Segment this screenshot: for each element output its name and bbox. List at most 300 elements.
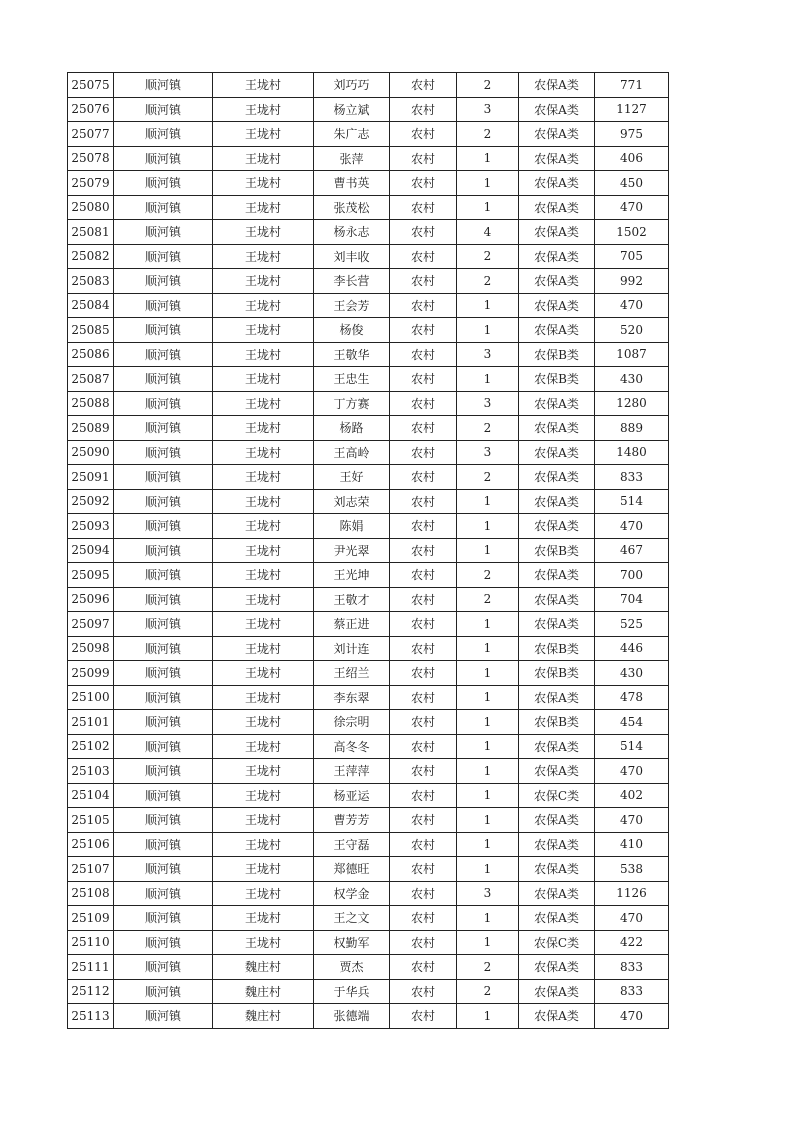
id-cell: 25111 xyxy=(68,955,114,980)
household-size-cell: 1 xyxy=(457,171,519,196)
category-cell: 农保A类 xyxy=(519,293,595,318)
amount-cell: 454 xyxy=(595,710,669,735)
id-cell: 25089 xyxy=(68,416,114,441)
name-cell: 王高岭 xyxy=(314,440,390,465)
household-size-cell: 1 xyxy=(457,661,519,686)
household-size-cell: 2 xyxy=(457,73,519,98)
table-row xyxy=(68,783,669,808)
id-cell: 25078 xyxy=(68,146,114,171)
id-cell: 25081 xyxy=(68,220,114,245)
type-cell: 农村 xyxy=(390,538,457,563)
village-cell: 王垅村 xyxy=(213,122,314,147)
id-cell: 25097 xyxy=(68,612,114,637)
type-cell: 农村 xyxy=(390,489,457,514)
town-cell: 顺河镇 xyxy=(114,293,213,318)
household-size-cell: 2 xyxy=(457,269,519,294)
category-cell: 农保A类 xyxy=(519,465,595,490)
category-cell: 农保A类 xyxy=(519,171,595,196)
village-cell: 王垅村 xyxy=(213,73,314,98)
type-cell: 农村 xyxy=(390,563,457,588)
category-cell: 农保A类 xyxy=(519,195,595,220)
category-cell: 农保A类 xyxy=(519,979,595,1004)
town-cell: 顺河镇 xyxy=(114,734,213,759)
amount-cell: 833 xyxy=(595,979,669,1004)
town-cell: 顺河镇 xyxy=(114,195,213,220)
town-cell: 顺河镇 xyxy=(114,808,213,833)
household-size-cell: 2 xyxy=(457,587,519,612)
village-cell: 王垅村 xyxy=(213,906,314,931)
amount-cell: 525 xyxy=(595,612,669,637)
id-cell: 25096 xyxy=(68,587,114,612)
id-cell: 25083 xyxy=(68,269,114,294)
type-cell: 农村 xyxy=(390,220,457,245)
amount-cell: 700 xyxy=(595,563,669,588)
town-cell: 顺河镇 xyxy=(114,367,213,392)
table-row xyxy=(68,244,669,269)
table-row xyxy=(68,269,669,294)
amount-cell: 833 xyxy=(595,465,669,490)
type-cell: 农村 xyxy=(390,73,457,98)
category-cell: 农保A类 xyxy=(519,587,595,612)
category-cell: 农保B类 xyxy=(519,538,595,563)
amount-cell: 406 xyxy=(595,146,669,171)
category-cell: 农保B类 xyxy=(519,636,595,661)
household-size-cell: 1 xyxy=(457,783,519,808)
category-cell: 农保A类 xyxy=(519,857,595,882)
household-size-cell: 1 xyxy=(457,930,519,955)
category-cell: 农保A类 xyxy=(519,146,595,171)
table-row xyxy=(68,367,669,392)
name-cell: 杨路 xyxy=(314,416,390,441)
amount-cell: 450 xyxy=(595,171,669,196)
town-cell: 顺河镇 xyxy=(114,440,213,465)
household-size-cell: 1 xyxy=(457,906,519,931)
type-cell: 农村 xyxy=(390,955,457,980)
village-cell: 王垅村 xyxy=(213,146,314,171)
id-cell: 25091 xyxy=(68,465,114,490)
category-cell: 农保C类 xyxy=(519,783,595,808)
name-cell: 张茂松 xyxy=(314,195,390,220)
village-cell: 魏庄村 xyxy=(213,955,314,980)
category-cell: 农保A类 xyxy=(519,220,595,245)
name-cell: 刘计连 xyxy=(314,636,390,661)
amount-cell: 470 xyxy=(595,759,669,784)
type-cell: 农村 xyxy=(390,342,457,367)
name-cell: 杨俊 xyxy=(314,318,390,343)
table-row xyxy=(68,489,669,514)
amount-cell: 1126 xyxy=(595,881,669,906)
name-cell: 杨永志 xyxy=(314,220,390,245)
household-size-cell: 1 xyxy=(457,759,519,784)
type-cell: 农村 xyxy=(390,171,457,196)
amount-cell: 520 xyxy=(595,318,669,343)
name-cell: 刘巧巧 xyxy=(314,73,390,98)
village-cell: 王垅村 xyxy=(213,661,314,686)
type-cell: 农村 xyxy=(390,391,457,416)
id-cell: 25106 xyxy=(68,832,114,857)
id-cell: 25084 xyxy=(68,293,114,318)
village-cell: 王垅村 xyxy=(213,489,314,514)
type-cell: 农村 xyxy=(390,661,457,686)
category-cell: 农保B类 xyxy=(519,661,595,686)
category-cell: 农保A类 xyxy=(519,440,595,465)
town-cell: 顺河镇 xyxy=(114,881,213,906)
amount-cell: 422 xyxy=(595,930,669,955)
table-row xyxy=(68,416,669,441)
table-row xyxy=(68,563,669,588)
amount-cell: 470 xyxy=(595,195,669,220)
type-cell: 农村 xyxy=(390,244,457,269)
id-cell: 25113 xyxy=(68,1004,114,1029)
table-row xyxy=(68,318,669,343)
name-cell: 王萍萍 xyxy=(314,759,390,784)
town-cell: 顺河镇 xyxy=(114,489,213,514)
type-cell: 农村 xyxy=(390,146,457,171)
category-cell: 农保A类 xyxy=(519,759,595,784)
type-cell: 农村 xyxy=(390,195,457,220)
id-cell: 25102 xyxy=(68,734,114,759)
village-cell: 王垅村 xyxy=(213,759,314,784)
village-cell: 王垅村 xyxy=(213,881,314,906)
village-cell: 王垅村 xyxy=(213,734,314,759)
category-cell: 农保A类 xyxy=(519,563,595,588)
household-size-cell: 2 xyxy=(457,955,519,980)
town-cell: 顺河镇 xyxy=(114,538,213,563)
table-row xyxy=(68,979,669,1004)
village-cell: 王垅村 xyxy=(213,367,314,392)
name-cell: 张萍 xyxy=(314,146,390,171)
name-cell: 贾杰 xyxy=(314,955,390,980)
household-size-cell: 1 xyxy=(457,293,519,318)
id-cell: 25100 xyxy=(68,685,114,710)
name-cell: 王绍兰 xyxy=(314,661,390,686)
name-cell: 权学金 xyxy=(314,881,390,906)
town-cell: 顺河镇 xyxy=(114,832,213,857)
table-row xyxy=(68,293,669,318)
village-cell: 王垅村 xyxy=(213,587,314,612)
name-cell: 尹光翠 xyxy=(314,538,390,563)
amount-cell: 1127 xyxy=(595,97,669,122)
table-row xyxy=(68,514,669,539)
name-cell: 杨亚运 xyxy=(314,783,390,808)
type-cell: 农村 xyxy=(390,979,457,1004)
name-cell: 王敬才 xyxy=(314,587,390,612)
table-row xyxy=(68,73,669,98)
household-size-cell: 1 xyxy=(457,808,519,833)
id-cell: 25108 xyxy=(68,881,114,906)
amount-cell: 975 xyxy=(595,122,669,147)
village-cell: 王垅村 xyxy=(213,930,314,955)
village-cell: 王垅村 xyxy=(213,710,314,735)
amount-cell: 705 xyxy=(595,244,669,269)
household-size-cell: 1 xyxy=(457,685,519,710)
table-row xyxy=(68,97,669,122)
name-cell: 李长营 xyxy=(314,269,390,294)
town-cell: 顺河镇 xyxy=(114,146,213,171)
table-row xyxy=(68,832,669,857)
name-cell: 王好 xyxy=(314,465,390,490)
amount-cell: 1502 xyxy=(595,220,669,245)
name-cell: 刘志荣 xyxy=(314,489,390,514)
id-cell: 25095 xyxy=(68,563,114,588)
id-cell: 25103 xyxy=(68,759,114,784)
name-cell: 杨立斌 xyxy=(314,97,390,122)
type-cell: 农村 xyxy=(390,97,457,122)
category-cell: 农保A类 xyxy=(519,391,595,416)
category-cell: 农保C类 xyxy=(519,930,595,955)
household-size-cell: 2 xyxy=(457,465,519,490)
name-cell: 丁方赛 xyxy=(314,391,390,416)
id-cell: 25098 xyxy=(68,636,114,661)
name-cell: 朱广志 xyxy=(314,122,390,147)
type-cell: 农村 xyxy=(390,734,457,759)
name-cell: 权勤军 xyxy=(314,930,390,955)
id-cell: 25101 xyxy=(68,710,114,735)
amount-cell: 470 xyxy=(595,808,669,833)
town-cell: 顺河镇 xyxy=(114,244,213,269)
type-cell: 农村 xyxy=(390,832,457,857)
amount-cell: 430 xyxy=(595,367,669,392)
name-cell: 王会芳 xyxy=(314,293,390,318)
table-row xyxy=(68,342,669,367)
village-cell: 王垅村 xyxy=(213,538,314,563)
id-cell: 25079 xyxy=(68,171,114,196)
table-row xyxy=(68,636,669,661)
table-row xyxy=(68,171,669,196)
village-cell: 王垅村 xyxy=(213,783,314,808)
category-cell: 农保A类 xyxy=(519,97,595,122)
type-cell: 农村 xyxy=(390,416,457,441)
household-size-cell: 1 xyxy=(457,710,519,735)
name-cell: 陈娟 xyxy=(314,514,390,539)
town-cell: 顺河镇 xyxy=(114,710,213,735)
household-size-cell: 1 xyxy=(457,367,519,392)
category-cell: 农保A类 xyxy=(519,612,595,637)
amount-cell: 514 xyxy=(595,734,669,759)
town-cell: 顺河镇 xyxy=(114,857,213,882)
village-cell: 王垅村 xyxy=(213,612,314,637)
id-cell: 25077 xyxy=(68,122,114,147)
household-size-cell: 3 xyxy=(457,440,519,465)
amount-cell: 771 xyxy=(595,73,669,98)
table-row xyxy=(68,612,669,637)
category-cell: 农保B类 xyxy=(519,367,595,392)
table-row xyxy=(68,146,669,171)
type-cell: 农村 xyxy=(390,759,457,784)
town-cell: 顺河镇 xyxy=(114,930,213,955)
household-size-cell: 3 xyxy=(457,881,519,906)
type-cell: 农村 xyxy=(390,293,457,318)
village-cell: 王垅村 xyxy=(213,832,314,857)
id-cell: 25110 xyxy=(68,930,114,955)
town-cell: 顺河镇 xyxy=(114,514,213,539)
household-size-cell: 3 xyxy=(457,391,519,416)
household-size-cell: 1 xyxy=(457,832,519,857)
amount-cell: 538 xyxy=(595,857,669,882)
town-cell: 顺河镇 xyxy=(114,269,213,294)
type-cell: 农村 xyxy=(390,269,457,294)
household-size-cell: 3 xyxy=(457,342,519,367)
amount-cell: 514 xyxy=(595,489,669,514)
id-cell: 25092 xyxy=(68,489,114,514)
table-row xyxy=(68,391,669,416)
village-cell: 王垅村 xyxy=(213,97,314,122)
id-cell: 25075 xyxy=(68,73,114,98)
category-cell: 农保A类 xyxy=(519,881,595,906)
household-size-cell: 1 xyxy=(457,318,519,343)
type-cell: 农村 xyxy=(390,587,457,612)
amount-cell: 889 xyxy=(595,416,669,441)
town-cell: 顺河镇 xyxy=(114,122,213,147)
name-cell: 蔡正进 xyxy=(314,612,390,637)
household-size-cell: 2 xyxy=(457,122,519,147)
village-cell: 王垅村 xyxy=(213,416,314,441)
town-cell: 顺河镇 xyxy=(114,759,213,784)
category-cell: 农保A类 xyxy=(519,808,595,833)
table-row xyxy=(68,685,669,710)
type-cell: 农村 xyxy=(390,514,457,539)
household-size-cell: 1 xyxy=(457,195,519,220)
id-cell: 25076 xyxy=(68,97,114,122)
town-cell: 顺河镇 xyxy=(114,342,213,367)
id-cell: 25080 xyxy=(68,195,114,220)
table-row xyxy=(68,906,669,931)
table-row xyxy=(68,808,669,833)
category-cell: 农保A类 xyxy=(519,416,595,441)
town-cell: 顺河镇 xyxy=(114,783,213,808)
household-size-cell: 2 xyxy=(457,416,519,441)
household-size-cell: 1 xyxy=(457,1004,519,1029)
village-cell: 王垅村 xyxy=(213,465,314,490)
village-cell: 王垅村 xyxy=(213,440,314,465)
table-row xyxy=(68,587,669,612)
name-cell: 曹芳芳 xyxy=(314,808,390,833)
name-cell: 张德端 xyxy=(314,1004,390,1029)
category-cell: 农保B类 xyxy=(519,710,595,735)
type-cell: 农村 xyxy=(390,930,457,955)
town-cell: 顺河镇 xyxy=(114,171,213,196)
category-cell: 农保A类 xyxy=(519,489,595,514)
town-cell: 顺河镇 xyxy=(114,979,213,1004)
town-cell: 顺河镇 xyxy=(114,73,213,98)
name-cell: 郑德旺 xyxy=(314,857,390,882)
table-row xyxy=(68,122,669,147)
village-cell: 王垅村 xyxy=(213,857,314,882)
id-cell: 25109 xyxy=(68,906,114,931)
name-cell: 王之文 xyxy=(314,906,390,931)
village-cell: 王垅村 xyxy=(213,318,314,343)
id-cell: 25107 xyxy=(68,857,114,882)
table-row xyxy=(68,710,669,735)
id-cell: 25099 xyxy=(68,661,114,686)
amount-cell: 470 xyxy=(595,514,669,539)
table-body xyxy=(68,73,669,1029)
amount-cell: 446 xyxy=(595,636,669,661)
household-size-cell: 2 xyxy=(457,244,519,269)
category-cell: 农保A类 xyxy=(519,906,595,931)
household-size-cell: 1 xyxy=(457,612,519,637)
id-cell: 25082 xyxy=(68,244,114,269)
category-cell: 农保A类 xyxy=(519,955,595,980)
amount-cell: 467 xyxy=(595,538,669,563)
type-cell: 农村 xyxy=(390,612,457,637)
amount-cell: 992 xyxy=(595,269,669,294)
type-cell: 农村 xyxy=(390,465,457,490)
name-cell: 王敬华 xyxy=(314,342,390,367)
name-cell: 李东翠 xyxy=(314,685,390,710)
id-cell: 25087 xyxy=(68,367,114,392)
type-cell: 农村 xyxy=(390,685,457,710)
town-cell: 顺河镇 xyxy=(114,587,213,612)
village-cell: 王垅村 xyxy=(213,220,314,245)
table-row xyxy=(68,955,669,980)
town-cell: 顺河镇 xyxy=(114,416,213,441)
table-row xyxy=(68,538,669,563)
town-cell: 顺河镇 xyxy=(114,685,213,710)
id-cell: 25085 xyxy=(68,318,114,343)
category-cell: 农保B类 xyxy=(519,342,595,367)
table-row xyxy=(68,759,669,784)
amount-cell: 833 xyxy=(595,955,669,980)
village-cell: 王垅村 xyxy=(213,563,314,588)
village-cell: 王垅村 xyxy=(213,244,314,269)
name-cell: 于华兵 xyxy=(314,979,390,1004)
category-cell: 农保A类 xyxy=(519,122,595,147)
town-cell: 顺河镇 xyxy=(114,97,213,122)
village-cell: 魏庄村 xyxy=(213,979,314,1004)
category-cell: 农保A类 xyxy=(519,244,595,269)
category-cell: 农保A类 xyxy=(519,73,595,98)
category-cell: 农保A类 xyxy=(519,1004,595,1029)
village-cell: 王垅村 xyxy=(213,808,314,833)
type-cell: 农村 xyxy=(390,857,457,882)
type-cell: 农村 xyxy=(390,1004,457,1029)
type-cell: 农村 xyxy=(390,318,457,343)
table-row xyxy=(68,661,669,686)
town-cell: 顺河镇 xyxy=(114,563,213,588)
table-row xyxy=(68,881,669,906)
household-size-cell: 1 xyxy=(457,146,519,171)
id-cell: 25104 xyxy=(68,783,114,808)
type-cell: 农村 xyxy=(390,783,457,808)
amount-cell: 402 xyxy=(595,783,669,808)
household-size-cell: 2 xyxy=(457,563,519,588)
table-row xyxy=(68,195,669,220)
name-cell: 刘丰收 xyxy=(314,244,390,269)
name-cell: 徐宗明 xyxy=(314,710,390,735)
household-size-cell: 1 xyxy=(457,514,519,539)
village-cell: 王垅村 xyxy=(213,685,314,710)
town-cell: 顺河镇 xyxy=(114,1004,213,1029)
id-cell: 25086 xyxy=(68,342,114,367)
category-cell: 农保A类 xyxy=(519,318,595,343)
name-cell: 王忠生 xyxy=(314,367,390,392)
amount-cell: 1480 xyxy=(595,440,669,465)
household-size-cell: 1 xyxy=(457,734,519,759)
town-cell: 顺河镇 xyxy=(114,906,213,931)
amount-cell: 470 xyxy=(595,906,669,931)
id-cell: 25112 xyxy=(68,979,114,1004)
village-cell: 王垅村 xyxy=(213,342,314,367)
amount-cell: 430 xyxy=(595,661,669,686)
category-cell: 农保A类 xyxy=(519,269,595,294)
category-cell: 农保A类 xyxy=(519,685,595,710)
amount-cell: 1280 xyxy=(595,391,669,416)
id-cell: 25093 xyxy=(68,514,114,539)
household-size-cell: 1 xyxy=(457,489,519,514)
household-size-cell: 1 xyxy=(457,857,519,882)
table-row xyxy=(68,734,669,759)
